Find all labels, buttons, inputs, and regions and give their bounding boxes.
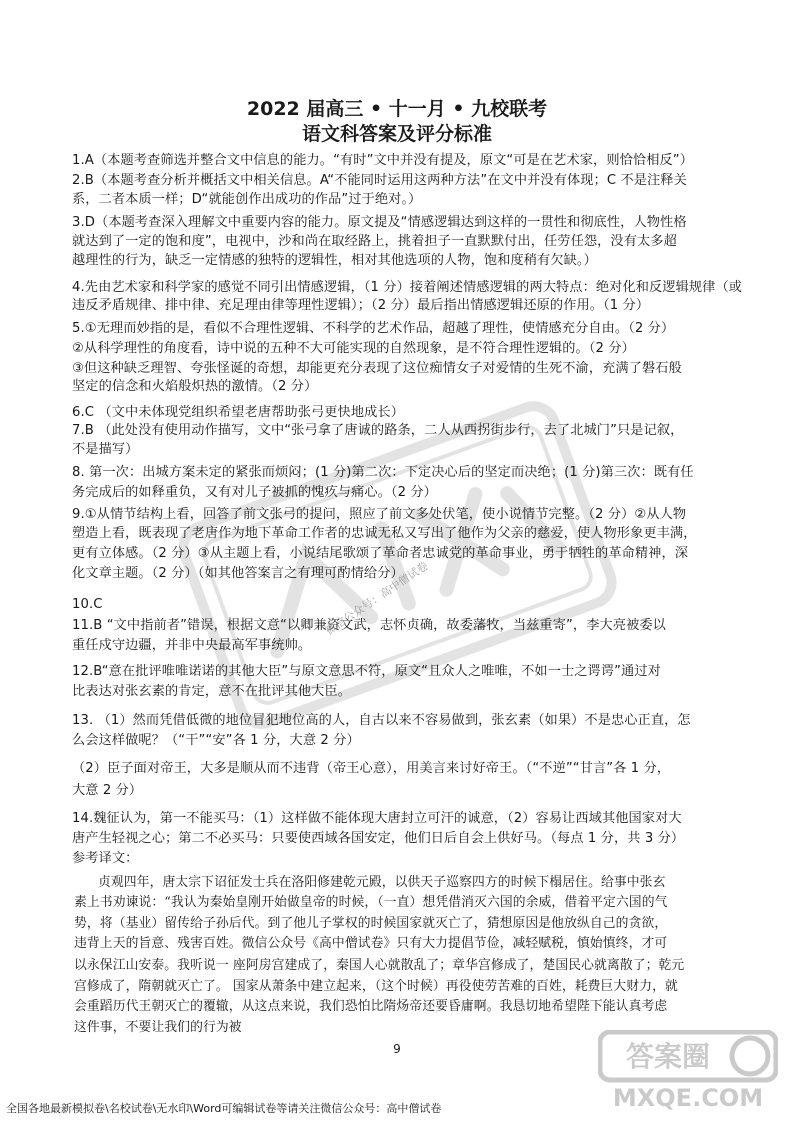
answer-line: ③但这种缺乏理智、夸张怪诞的奇想，却能更充分表现了这位痴情女子对爱情的生死不渝，充满了磐石般: [72, 361, 682, 376]
answer-line: 10.C: [72, 597, 103, 612]
answer-line: 唐产生轻视之心；第二不必买马：只要使西域各国安定，他们日后自会上供好马。（每点 1 分，共 3 分）: [72, 831, 685, 846]
answer-line: 更有立体感。（2 分）③从主题上看，小说结尾歌颂了革命者忠诚党的革命事业，勇于牺牲的革命精神，深: [72, 546, 689, 561]
answer-line: 5.①无理而妙指的是，看似不合理性逻辑、不科学的艺术作品，超越了理性，使情感充分自由。（2 分）: [72, 321, 675, 336]
answer-line: 6.C （文中未体现党组织希望老唐帮助张弓更快地成长）: [72, 405, 404, 420]
answer-line: 越理性的行为，缺乏一定情感的独特的逻辑性，相对其他选项的人物，饱和度稍有欠缺。）: [72, 253, 597, 268]
translation-line: 贞观四年，唐太宗下诏征发士兵在洛阳修建乾元殿，以供天子巡察四方的时候下榻居住。给事中张玄: [98, 875, 666, 890]
answer-line: 4.先由艺术家和科学家的感觉不同引出情感逻辑，（1 分）接着阐述情感逻辑的两大特点：绝对化和反逻辑规律（或: [72, 280, 743, 295]
translation-line: 会重蹈历代王朝灭亡的覆辙，从这点来说，我们恐怕比隋炀帝还要昏庸啊。我恳切地希望陛下能认真考虑: [74, 999, 668, 1014]
translation-line: 宫修成了，隋朝就灭亡了。 国家从萧条中建立起来，（这个时候）再役使劳苦难的百姓，耗费巨大财力，就: [74, 979, 678, 994]
answer-line: 9.①从情节结构上看，回答了前文张弓的提问，照应了前文多处伏笔，使小说情节完整。（2 分）②从人物: [72, 507, 687, 522]
translation-line: 违背上天的旨意、残害百姓。微信公众号《高中僧试卷》只有大力提倡节俭，减轻赋税，慎始慎终，才可: [74, 936, 668, 951]
answer-line: ②从科学理性的角度看，诗中说的五种不大可能实现的自然现象，是不符合理性逻辑的。（2 分）: [72, 341, 635, 356]
page-number: 9: [393, 1042, 401, 1056]
answer-line: 8. 第一次：出城方案未定的紧张而烦闷；(1 分)第二次：下定决心后的坚定而决绝；(1 分)第三次：既有任: [72, 465, 694, 480]
answer-line: 就达到了一定的饱和度”，电视中，沙和尚在取经路上，挑着担子一直默默付出，任劳任怨，没有太多超: [72, 234, 677, 249]
answer-line: 1.A（本题考查筛选并整合文中信息的能力。“有时”文中并没有提及，原文“可是在艺术家，则恰恰相反”）: [72, 153, 693, 168]
answer-line: 化文章主题。（2 分）（如其他答案言之有理可酌情给分）: [72, 566, 404, 581]
footer-note: 全国各地最新模拟卷\名校试卷\无水印\Word可编辑试卷等请关注微信公众号：高中僧试卷: [6, 1102, 442, 1115]
answer-line: 13. （1）然而凭借低微的地位冒犯地位高的人，自古以来不容易做到，张玄素（如果）不是忠心正直，怎: [72, 713, 691, 728]
answer-line: 么会这样做呢？（“干”“安”各 1 分，大意 2 分）: [72, 733, 360, 748]
logo-text: 答案圈: [625, 1040, 711, 1073]
answer-line: 11.B “文中指前者”错误，根据文意“以卿兼资文武，志怀贞确，故委藩牧，当兹重寄”，李大亮被委以: [72, 618, 666, 633]
answer-line: 不是描写）: [72, 442, 139, 457]
answer-line: 14.魏征认为，第一不能买马：（1）这样做不能体现大唐封立可汗的诚意，（2）容易让西域其他国家对大: [72, 811, 682, 826]
translation-line: 素上书劝谏说：“我认为秦始皇刚开始做皇帝的时候，（一直）想凭借消灭六国的余威，借着平定六国的气: [74, 895, 668, 910]
answer-line: 重任戍守边疆，并非中央最高军事统帅。: [72, 638, 312, 653]
exam-subtitle: 语文科答案及评分标准: [301, 123, 492, 145]
logo-url: MXQE.COM: [612, 1084, 764, 1112]
answer-line: 违反矛盾规律、排中律、充足理由律等理性逻辑）；（2 分）最后指出情感逻辑还原的作用。（1 分）: [72, 298, 650, 313]
answer-line: 坚定的信念和火焰般炽热的激情。（2 分）: [72, 379, 318, 394]
translation-line: 以永保江山安泰。我听说一 座阿房宫建成了，秦国人心就散乱了；章华宫修成了，楚国民心就离散了；乾元: [74, 958, 685, 973]
answer-line: 大意 2 分）: [72, 783, 143, 798]
answer-line: 3.D（本题考查深入理解文中重要内容的能力。原文提及“情感逻辑达到这样的一贯性和彻底性，人物性格: [72, 215, 687, 230]
answer-line: 12.B“意在批评唯唯诺诺的其他大臣”与原文意思不符，原文“且众人之唯唯，不如一士之谔谔”通过对: [72, 664, 661, 679]
exam-title: 2022 届高三 • 十一月 • 九校联考: [246, 98, 548, 120]
answer-line: 参考译文：: [72, 851, 139, 866]
answer-line: 比表达对张玄素的肯定，意不在批评其他大臣。: [72, 684, 352, 699]
watermark-small-text: 微信公众号：高中僧试卷: [322, 559, 431, 638]
answer-line: （2）臣子面对帝王，大多是顺从而不违背（帝王心意），用美言来讨好帝王。（“不逆”“甘言”各 1 分，: [72, 761, 671, 776]
answer-line: 系，二者本质一样；D“就能创作出成功的作品”过于绝对。）: [72, 192, 422, 207]
translation-line: 势，将（基业）留传给子孙后代。到了他儿子掌权的时候国家就灭亡了，猜想原因是他放纵自己的贪欲，: [74, 916, 668, 931]
answer-line: 7.B （此处没有使用动作描写，文中“张弓拿了唐诚的路条，二人从西拐街步行，去了北城门”只是记叙，: [72, 423, 684, 438]
answer-line: 2.B（本题考查分析并概括文中相关信息。A“不能同时运用这两种方法”在文中并没有体现；C 不是注释关: [72, 173, 687, 188]
translation-line: 这件事，不要让我们的行为被: [74, 1020, 242, 1035]
answer-line: 务完成后的如释重负，又有对儿子被抓的愧疚与痛心。（2 分）: [72, 485, 437, 500]
answer-line: 塑造上看，既表现了老唐作为地下革命工作者的忠诚无私又写出了他作为父亲的慈爱，使人物形象更丰满，: [72, 526, 697, 541]
answer-site-logo: [598, 1030, 778, 1114]
